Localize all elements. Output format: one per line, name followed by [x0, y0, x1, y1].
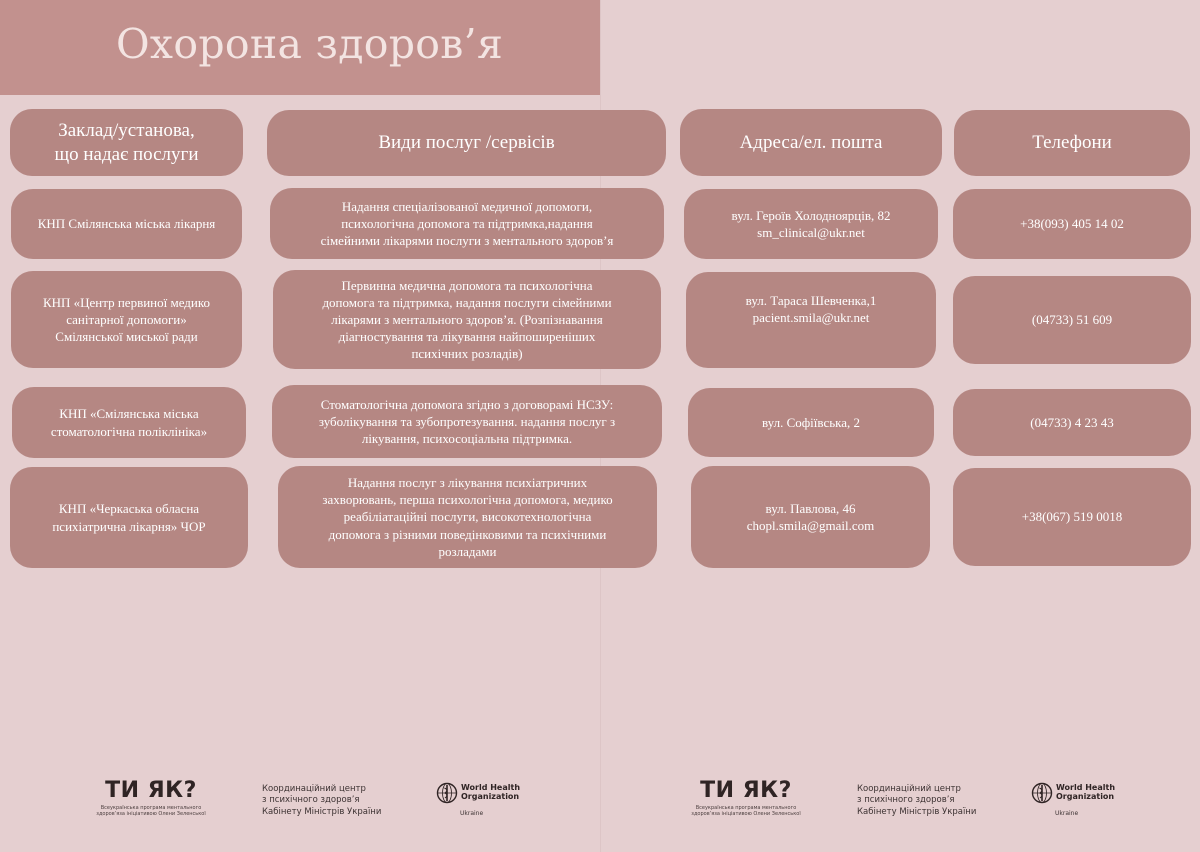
row-1-services-line-2: психологічна допомога та підтримка,надання	[341, 215, 593, 231]
row-1-address-email: sm_clinical@ukr.net	[757, 225, 865, 240]
header-address-label: Адреса/ел. пошта	[739, 131, 883, 153]
tiyak-subtitle	[96, 805, 206, 817]
page-title: Охорона здоров’я	[116, 20, 504, 68]
row-3-institution-line-2: стоматологічна поліклініка»	[50, 423, 208, 439]
row-2-services-line-5: психічних розладів)	[411, 346, 523, 362]
who-name-line-2: Organization	[1056, 791, 1115, 801]
tiyak-subtitle-line-1: Всеукраїнська програма ментального здоров’я	[96, 805, 202, 817]
row-2-services-line-2: допомога та підтримка, надання послуги сімейними	[322, 294, 612, 310]
footer-left	[96, 778, 536, 826]
header-phones	[954, 110, 1190, 176]
row-3-services-line-3: лікування, психосоціальна підтримка.	[361, 431, 573, 447]
row-2-phone-number: (04733) 51 609	[1031, 312, 1113, 328]
who-name-line-1: World Health	[1056, 783, 1116, 792]
row-2-institution-line-2: санітарної допомоги»	[66, 311, 187, 327]
row-4-services-line-2: захворювань, перша психологічна допомога, медико	[322, 492, 613, 508]
coordination-center-line-2: з психічного здоров’я	[262, 795, 360, 806]
row-2-services-line-4: діагностування та лікування найпоширеніших	[338, 329, 596, 345]
row-3-services	[272, 385, 662, 458]
header-phones-label: Телефони	[1032, 132, 1112, 154]
row-1-phone	[953, 189, 1191, 259]
coordination-center-line-3: Кабінету Міністрів України	[262, 806, 382, 817]
row-4-services-line-5: розладами	[438, 543, 497, 559]
row-4-services-line-3: реабіліатаційні послуги, високотехнологічна	[343, 509, 592, 525]
header-institution-line-1: Заклад/установа,	[58, 119, 195, 141]
footer-right	[691, 778, 1131, 826]
header-address	[680, 109, 942, 176]
tiyak-subtitle-line-2: за ініціативою Олени Зеленської	[714, 811, 801, 817]
who-emblem-icon	[1031, 782, 1053, 804]
row-3-institution-line-1: КНП «Смілянська міська	[59, 406, 199, 422]
row-2-services-line-1: Первинна медична допомога та психологічна	[341, 277, 593, 293]
row-4-services-line-1: Надання послуг з лікування психіатричних	[347, 475, 588, 491]
row-3-phone-number: (04733) 4 23 43	[1030, 414, 1114, 430]
row-1-services-line-1: Надання спеціалізованої медичної допомоги,	[341, 198, 593, 214]
row-2-services-line-3: лікарями з ментального здоров’я. (Розпізнавання	[331, 311, 603, 327]
who-name	[461, 784, 520, 802]
who-country: Ukraine	[460, 810, 484, 817]
header-institution	[10, 109, 243, 176]
tiyak-subtitle	[691, 805, 801, 817]
row-2-services	[273, 270, 661, 369]
row-2-institution	[11, 271, 242, 368]
row-1-phone-number: +38(093) 405 14 02	[1020, 216, 1124, 232]
row-1-services	[270, 188, 664, 259]
header-services-label: Види послуг /сервісів	[378, 132, 555, 154]
tiyak-logo	[691, 778, 801, 817]
header-institution-line-2: що надає послуги	[54, 143, 199, 165]
header-services	[267, 110, 666, 176]
row-1-services-line-3: сімейними лікарями послуги з ментального здоров’я	[320, 233, 614, 249]
row-3-phone	[953, 389, 1191, 456]
coordination-center-line-1: Координаційний центр	[262, 784, 366, 794]
row-4-address-street: вул. Павлова, 46	[765, 500, 856, 516]
row-1-address	[684, 189, 938, 259]
tiyak-subtitle-line-1: Всеукраїнська програма ментального здоров’я	[691, 805, 797, 817]
row-4-phone-number: +38(067) 519 0018	[1021, 509, 1123, 525]
row-4-institution	[10, 467, 248, 568]
tiyak-logo-text: ТИ ЯК?	[700, 778, 792, 803]
coordination-center	[857, 784, 1027, 818]
tiyak-logo-text: ТИ ЯК?	[105, 778, 197, 803]
coordination-center-line-2: з психічного здоров’я	[857, 795, 955, 806]
row-1-institution-line-1: КНП Смілянська міська лікарня	[37, 216, 216, 232]
row-2-address	[686, 272, 936, 368]
row-3-institution	[12, 387, 246, 458]
row-3-services-line-1: Стоматологічна допомога згідно з договорамі НСЗУ:	[320, 396, 614, 412]
row-2-institution-line-3: Смілянської миської ради	[55, 329, 198, 345]
coordination-center	[262, 784, 432, 818]
who-emblem-icon	[436, 782, 458, 804]
tiyak-logo	[96, 778, 206, 817]
row-3-services-line-2: зуболікування та зубопротезування. надання послуг з	[318, 413, 616, 429]
row-3-address-street: вул. Софіївська, 2	[761, 414, 861, 430]
row-2-address-email: pacient.smila@ukr.net	[752, 310, 870, 325]
row-4-services-line-4: допомога з різними поведінковими та психічними	[328, 526, 607, 542]
row-3-address	[688, 388, 934, 457]
who-name-line-1: World Health	[461, 783, 521, 792]
tiyak-subtitle-line-2: за ініціативою Олени Зеленської	[119, 811, 206, 817]
coordination-center-line-3: Кабінету Міністрів України	[857, 806, 977, 817]
row-4-phone	[953, 468, 1191, 566]
title-band	[0, 0, 600, 95]
row-4-address	[691, 466, 930, 568]
who-name	[1056, 784, 1115, 802]
row-4-institution-line-1: КНП «Черкаська обласна	[58, 501, 200, 517]
row-2-address-street: вул. Тараса Шевченка,1	[745, 292, 877, 308]
row-1-institution	[11, 189, 242, 259]
row-4-institution-line-2: психіатрична лікарня» ЧОР	[52, 518, 206, 534]
who-name-line-2: Organization	[461, 791, 520, 801]
who-country: Ukraine	[1055, 810, 1079, 817]
row-4-services	[278, 466, 657, 568]
row-2-phone	[953, 276, 1191, 364]
row-4-address-email: chopl.smila@gmail.com	[746, 518, 875, 533]
row-2-institution-line-1: КНП «Центр первиної медико	[42, 294, 211, 310]
coordination-center-line-1: Координаційний центр	[857, 784, 961, 794]
row-1-address-street: вул. Героїв Холодноярців, 82	[731, 207, 891, 223]
